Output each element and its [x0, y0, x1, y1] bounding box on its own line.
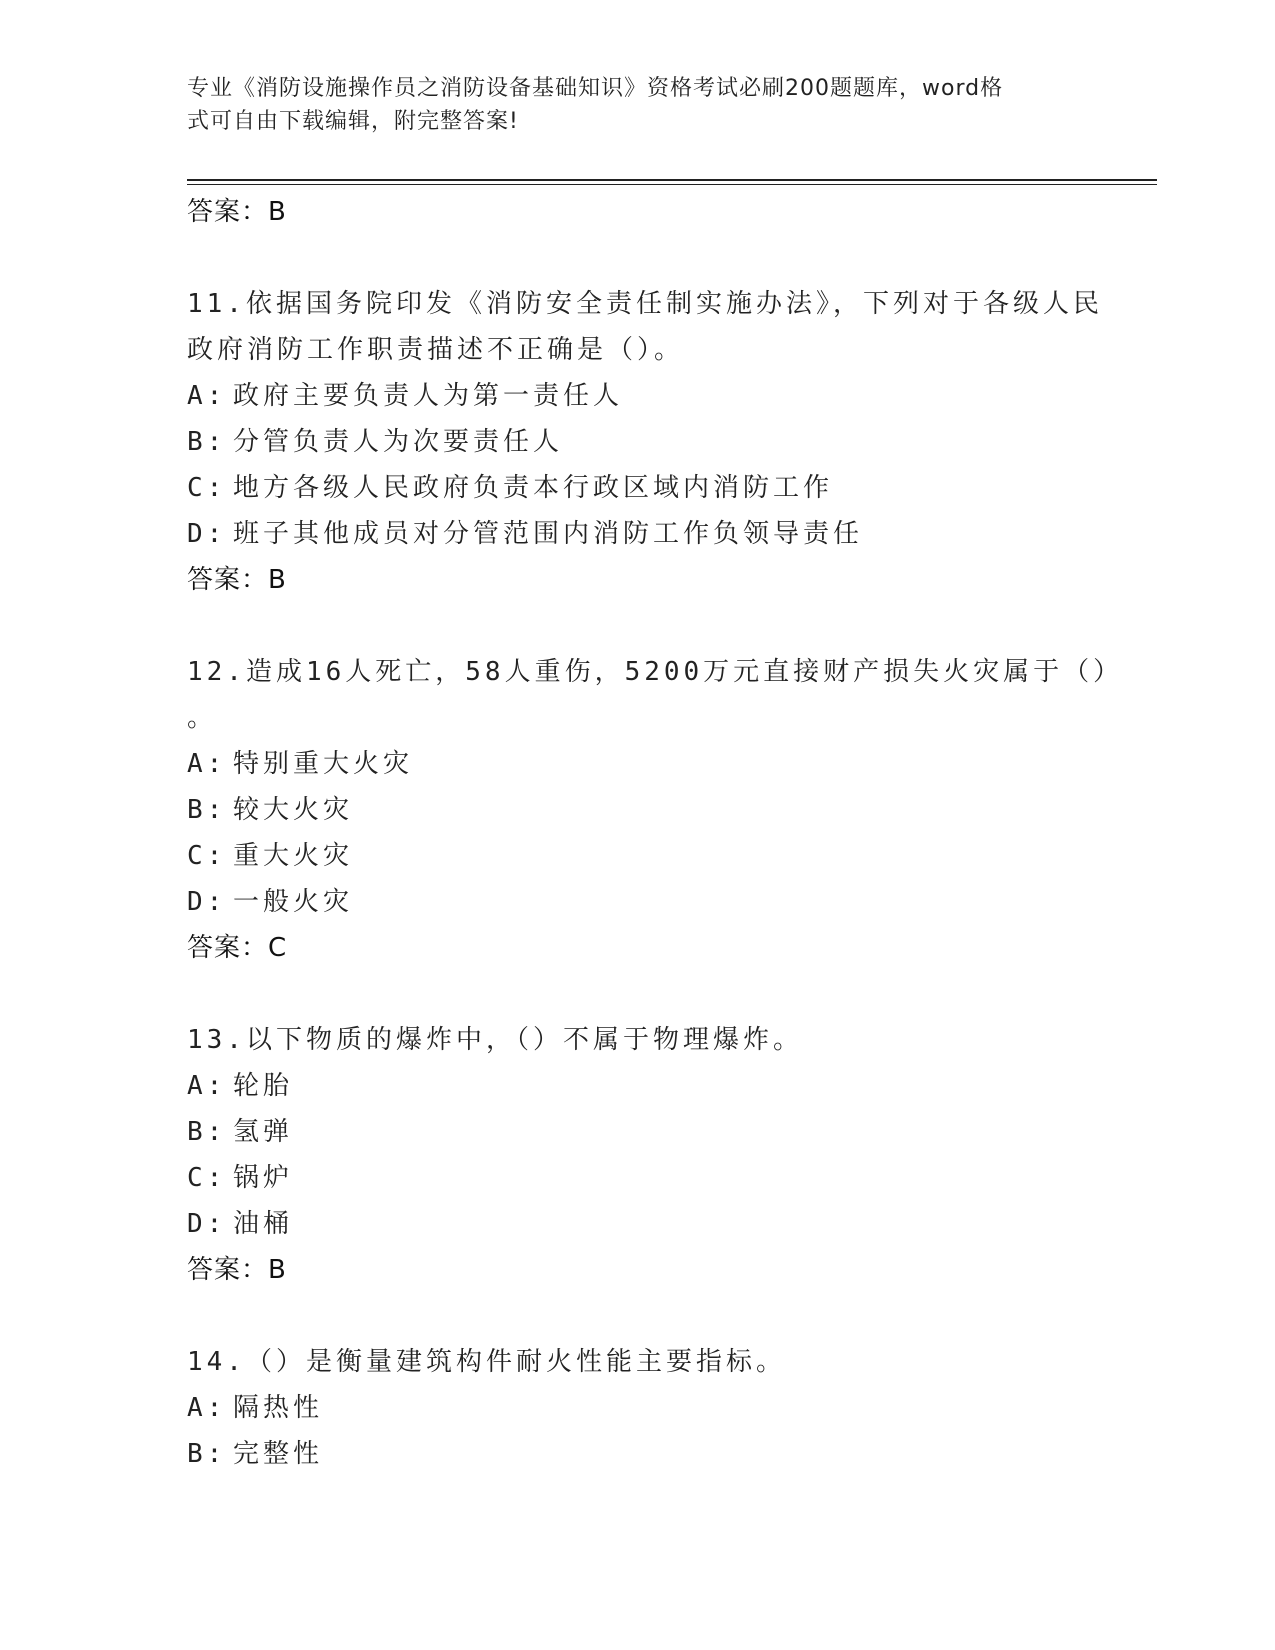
option-text: 一般火灾 [233, 887, 354, 917]
option-text: 隔热性 [233, 1393, 324, 1423]
document-header [187, 72, 1067, 138]
option-text: 分管负责人为次要责任人 [233, 427, 564, 457]
header-line: 专业《消防设施操作员之消防设备基础知识》资格考试必刷200题题库，word格 [187, 76, 1004, 101]
option-text: 完整性 [233, 1439, 324, 1469]
question-block [187, 649, 1157, 971]
question-text: 13.以下物质的爆炸中，（）不属于物理爆炸。 [187, 1025, 803, 1055]
question-block [187, 1017, 1157, 1293]
question-text: 政府消防工作职责描述不正确是（）。 [187, 335, 685, 365]
question-text: 。 [187, 703, 218, 733]
option-c [187, 833, 1157, 879]
question-block [187, 281, 1157, 603]
document-page [187, 0, 1157, 1650]
option-text: 政府主要负责人为第一责任人 [233, 381, 624, 411]
option-c [187, 1155, 1157, 1201]
spacer [187, 971, 1157, 1017]
option-a [187, 1385, 1157, 1431]
answer-line: 答案：B [187, 1255, 287, 1285]
question-block [187, 1339, 1157, 1477]
option-key: B: [187, 1117, 227, 1147]
option-key: D: [187, 519, 227, 549]
option-c [187, 465, 1157, 511]
option-key: B: [187, 427, 227, 457]
option-b [187, 1431, 1157, 1477]
spacer [187, 235, 1157, 281]
option-text: 氢弹 [233, 1117, 294, 1147]
question-text: 11.依据国务院印发《消防安全责任制实施办法》，下列对于各级人民 [187, 289, 1103, 319]
option-b [187, 787, 1157, 833]
option-text: 地方各级人民政府负责本行政区域内消防工作 [233, 473, 834, 503]
option-text: 轮胎 [233, 1071, 294, 1101]
option-key: A: [187, 1393, 227, 1423]
option-text: 特别重大火灾 [233, 749, 414, 779]
question-text: 12.造成16人死亡，58人重伤，5200万元直接财产损失火灾属于（） [187, 657, 1124, 687]
option-key: C: [187, 1163, 227, 1193]
option-key: A: [187, 1071, 227, 1101]
option-text: 锅炉 [233, 1163, 294, 1193]
question-text: 14.（）是衡量建筑构件耐火性能主要指标。 [187, 1347, 786, 1377]
option-d [187, 879, 1157, 925]
option-a [187, 1063, 1157, 1109]
option-key: A: [187, 749, 227, 779]
option-key: A: [187, 381, 227, 411]
question-list [187, 189, 1157, 1477]
answer-line: 答案：C [187, 933, 288, 963]
option-a [187, 373, 1157, 419]
option-a [187, 741, 1157, 787]
header-divider [187, 179, 1157, 185]
option-key: C: [187, 841, 227, 871]
option-text: 重大火灾 [233, 841, 354, 871]
option-key: C: [187, 473, 227, 503]
option-b [187, 1109, 1157, 1155]
spacer [187, 1293, 1157, 1339]
option-key: B: [187, 1439, 227, 1469]
answer-line: 答案：B [187, 197, 287, 227]
option-key: B: [187, 795, 227, 825]
header-line: 式可自由下载编辑，附完整答案! [187, 109, 519, 134]
option-key: D: [187, 887, 227, 917]
option-text: 油桶 [233, 1209, 294, 1239]
option-d [187, 511, 1157, 557]
option-text: 班子其他成员对分管范围内消防工作负领导责任 [233, 519, 864, 549]
answer-line: 答案：B [187, 565, 287, 595]
option-key: D: [187, 1209, 227, 1239]
option-b [187, 419, 1157, 465]
option-d [187, 1201, 1157, 1247]
spacer [187, 603, 1157, 649]
option-text: 较大火灾 [233, 795, 354, 825]
